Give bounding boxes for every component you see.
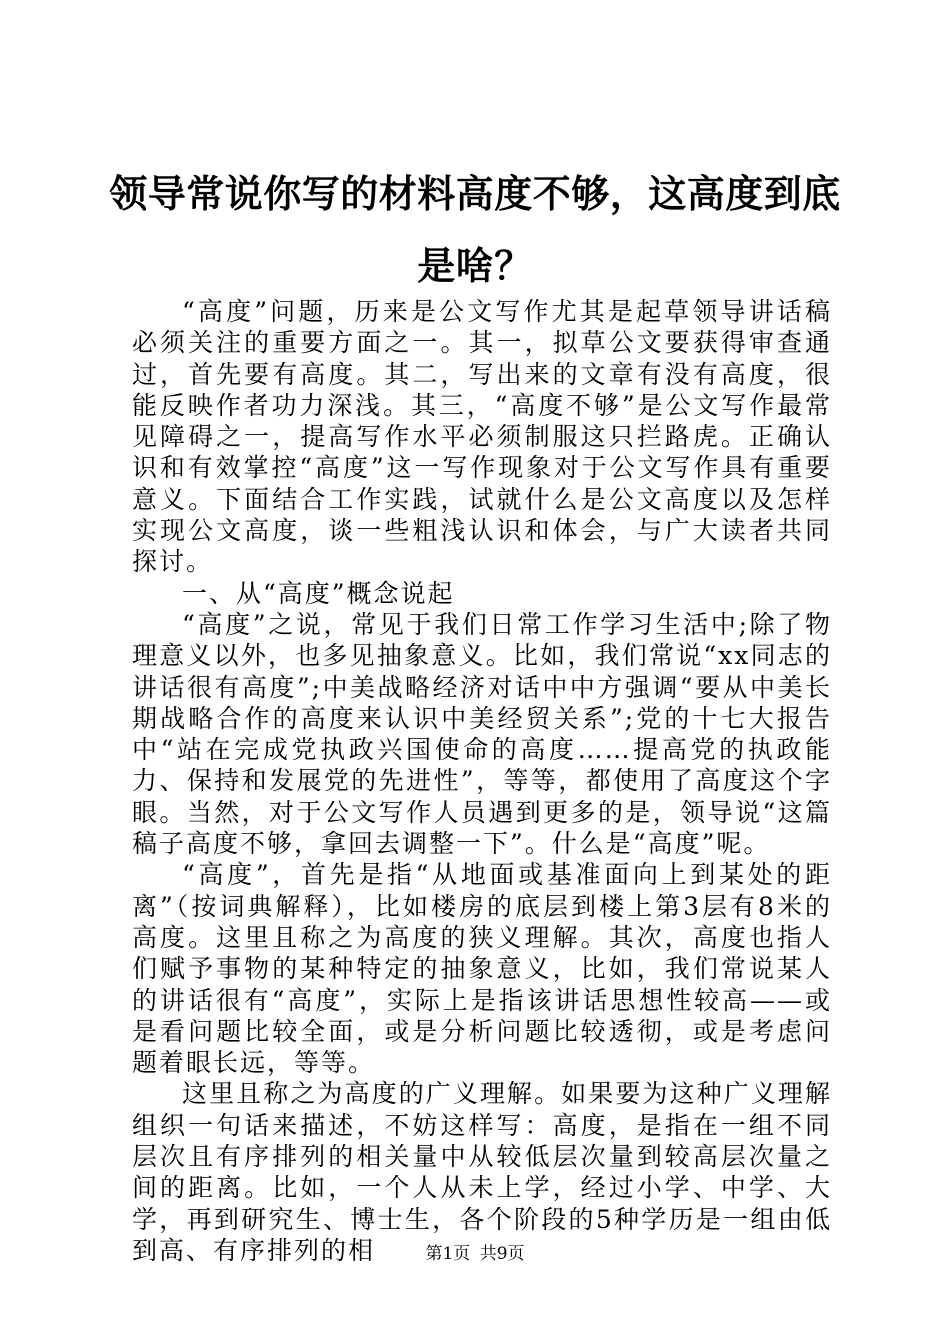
page-total: 共9页 [479,1244,525,1264]
document-title: 领导常说你写的材料高度不够，这高度到底是啥？ [109,171,841,288]
page-footer [0,1242,950,1266]
page-number: 第1页 [425,1244,471,1264]
paragraph: “高度”之说，常见于我们日常工作学习生活中;除了物理意义以外，也多见抽象意义。比如，我们常说“xx同志的讲话很有高度”;中美战略经济对话中中方强调“要从中美长期战略合作的高度来认识中美经贸关系”;党的十七大报告中“站在完成党执政兴国使命的高度……提高党的执政能力、保持和发展党的先进性”，等等，都使用了高度这个字眼。当然，对于公文写作人员遇到更多的是，领导说“这篇稿子高度不够，拿回去调整一下”。什么是“高度”呢。 [132,609,832,859]
document-body [132,296,832,1266]
section-heading: 一、从“高度”概念说起 [182,578,455,608]
paragraph: 这里且称之为高度的广义理解。如果要为这种广义理解组织一句话来描述，不妨这样写：高度，是指在一组不同层次且有序排列的相关量中从较低层次量到较高层次量之间的距离。比如，一个人从未上学，经过小学、中学、大学，再到研究生、博士生，各个阶段的5种学历是一组由低到高、有序排列的相 [132,1079,832,1265]
paragraph: “高度”问题，历来是公文写作尤其是起草领导讲话稿必须关注的重要方面之一。其一，拟草公文要获得审查通过，首先要有高度。其二，写出来的文章有没有高度，很能反映作者功力深浅。其三，“高度不够”是公文写作最常见障碍之一，提高写作水平必须制服这只拦路虎。正确认识和有效掌控“高度”这一写作现象对于公文写作具有重要意义。下面结合工作实践，试就什么是公文高度以及怎样实现公文高度，谈一些粗浅认识和体会，与广大读者共同探讨。 [132,297,832,577]
paragraph: “高度”，首先是指“从地面或基准面向上到某处的距离”（按词典解释），比如楼房的底层到楼上第3层有8米的高度。这里且称之为高度的狭义理解。其次，高度也指人们赋予事物的某种特定的抽象意义，比如，我们常说某人的讲话很有“高度”，实际上是指该讲话思想性较高——或是看问题比较全面，或是分析问题比较透彻，或是考虑问题着眼长远，等等。 [132,860,832,1078]
